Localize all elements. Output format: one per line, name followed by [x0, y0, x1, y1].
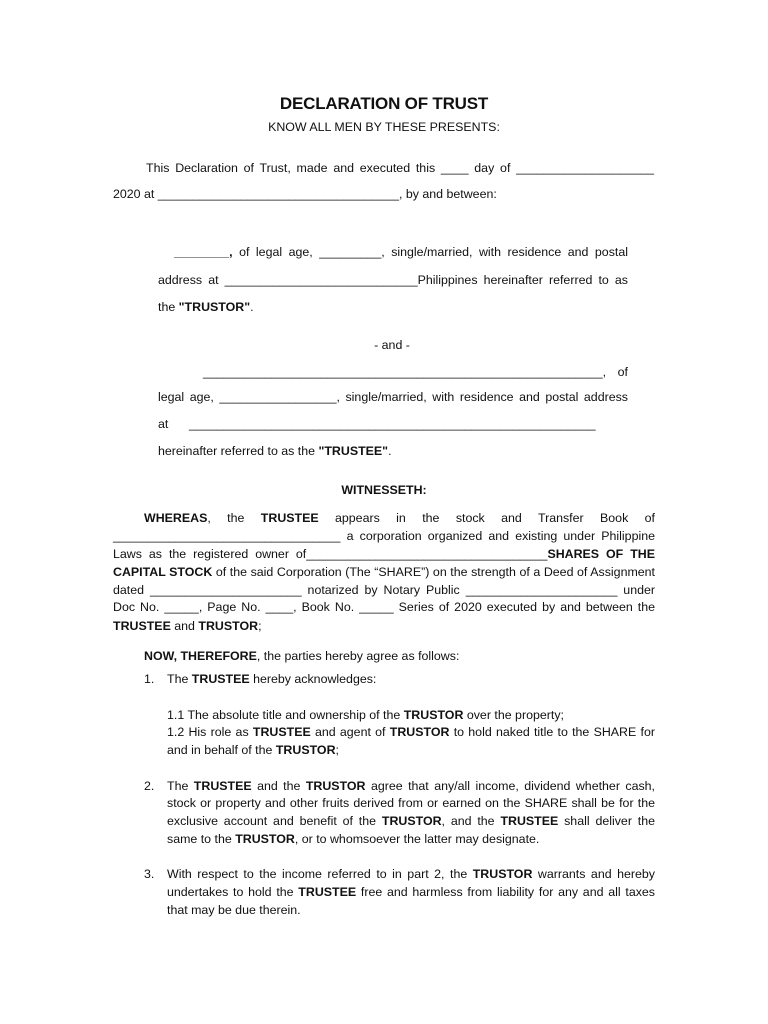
item-2-l1-t2: and the	[251, 779, 306, 793]
whereas-line-3	[113, 546, 655, 562]
whereas-label: WHEREAS	[144, 511, 208, 525]
item-1-2-t2: and agent of	[310, 725, 390, 739]
whereas-line-2: _________________________________ a corporation organized and existing under Philippine	[113, 529, 655, 543]
and-separator: - and -	[374, 338, 410, 352]
trustee-line-1: __________________________________________________________, of	[203, 365, 628, 379]
trustee-line-4	[158, 443, 392, 459]
whereas-capital-stock: CAPITAL STOCK	[113, 565, 213, 579]
item-1-1-post: over the property;	[463, 708, 564, 722]
item-3-l1-t1: With respect to the income referred to in part 2, the	[167, 867, 473, 881]
item-2-l1-trustor: TRUSTOR	[305, 779, 366, 793]
item-1-2-t1: 1.2 His role as	[167, 725, 253, 739]
item-1-1-trustor: TRUSTOR	[403, 708, 464, 722]
item-2-l1-t1: The	[167, 779, 194, 793]
whereas-text-1: , the	[207, 511, 261, 525]
whereas-line-7	[113, 618, 262, 634]
trustor-line-3-pre: the	[158, 300, 179, 314]
now-therefore	[144, 648, 459, 664]
trustee-label: "TRUSTEE"	[318, 444, 389, 458]
trustee-line-4-post: .	[388, 444, 392, 458]
item-3-line-3: that may be due therein.	[167, 903, 301, 917]
item-1-1	[167, 707, 564, 723]
trustee-line-4-pre: hereinafter referred to as the	[158, 444, 319, 458]
item-2-l3-t2: , and the	[441, 814, 501, 828]
item-1-2-l2-post: ;	[335, 743, 339, 757]
intro-line-1: This Declaration of Trust, made and executed this ____ day of ____________________	[146, 161, 654, 175]
witnesseth-heading: WITNESSETH:	[341, 483, 427, 497]
item-1-trustee: TRUSTEE	[191, 672, 250, 686]
now-therefore-label: NOW, THEREFORE	[144, 649, 257, 663]
item-1-2-l2-trustor: TRUSTOR	[275, 743, 336, 757]
whereas-trustee: TRUSTEE	[260, 511, 319, 525]
whereas-text-2: appears in the stock and Transfer Book of	[318, 511, 655, 525]
trustor-line-2: address at ____________________________Philippines hereinafter referred to as	[158, 273, 628, 287]
whereas-line-5: dated ______________________ notarized by Notary Public ______________________ under	[113, 583, 655, 597]
item-2-l3-trustee: TRUSTEE	[500, 814, 559, 828]
item-3-l2-t2: free and harmless from liability for any and all taxes	[356, 885, 655, 899]
item-1-2-trustee: TRUSTEE	[252, 725, 311, 739]
item-2-l4-t2: , or to whomsoever the latter may designate.	[294, 832, 540, 846]
item-1-2-line-1	[167, 724, 655, 740]
intro-line-2: 2020 at ___________________________________, by and between:	[113, 187, 497, 201]
item-2-l4-t1: same to the	[167, 832, 236, 846]
item-3-l2-trustee: TRUSTEE	[298, 885, 357, 899]
document-subtitle: KNOW ALL MEN BY THESE PRESENTS:	[268, 120, 500, 134]
whereas-line-1	[144, 510, 655, 526]
document-title: DECLARATION OF TRUST	[279, 94, 489, 113]
whereas-l7-trustee: TRUSTEE	[113, 619, 171, 633]
item-1-pre: The	[167, 672, 192, 686]
whereas-line-6: Doc No. _____, Page No. ____, Book No. _____ Series of 2020 executed by and between the	[113, 600, 655, 614]
item-2-l3-t3: shall deliver the	[558, 814, 656, 828]
item-2-l4-trustor: TRUSTOR	[235, 832, 295, 846]
item-2-line-4	[167, 831, 539, 847]
trustor-name-blank: ________,	[174, 245, 233, 259]
item-1-1-pre: 1.1 The absolute title and ownership of the	[167, 708, 404, 722]
item-3-line-2	[167, 884, 655, 900]
trustor-line-3	[158, 299, 254, 315]
item-1-2-trustor: TRUSTOR	[389, 725, 450, 739]
item-1-2-l2-text: and in behalf of the	[167, 743, 276, 757]
item-1-number: 1.	[144, 672, 155, 686]
item-2-line-1	[167, 778, 655, 794]
item-2-l3-trustor: TRUSTOR	[381, 814, 442, 828]
item-3-l2-t1: undertakes to hold the	[167, 885, 299, 899]
whereas-shares: SHARES OF THE	[547, 547, 655, 561]
item-2-number: 2.	[144, 779, 155, 793]
trustor-label: "TRUSTOR"	[178, 300, 251, 314]
item-2-l3-t1: exclusive account and benefit of the	[167, 814, 382, 828]
item-3-l1-trustor: TRUSTOR	[472, 867, 533, 881]
item-3-number: 3.	[144, 867, 155, 881]
item-2-l1-trustee: TRUSTEE	[193, 779, 252, 793]
trustee-line-3: at ___________________________________________________________	[158, 417, 596, 431]
whereas-line-4	[113, 564, 655, 580]
item-1-post: hereby acknowledges:	[249, 672, 377, 686]
whereas-l7-and: and	[170, 619, 199, 633]
trustor-line-1	[174, 244, 628, 260]
item-2-line-2: stock or property and other fruits derived from or earned on the SHARE shall be for the	[167, 796, 655, 810]
whereas-line-4-text: of the said Corporation (The “SHARE”) on the strength of a Deed of Assignment	[212, 565, 656, 579]
item-2-l1-t3: agree that any/all income, dividend whether cash,	[365, 779, 655, 793]
trustor-line-1-text: of legal age, _________, single/married, with residence and postal	[232, 245, 628, 259]
whereas-l7-trustor: TRUSTOR	[198, 619, 259, 633]
trustor-line-3-post: .	[250, 300, 254, 314]
item-3-line-1	[167, 866, 655, 882]
trustee-line-2: legal age, _________________, single/married, with residence and postal address	[158, 390, 628, 404]
item-1-text	[167, 671, 376, 687]
item-1-2-line-2	[167, 742, 339, 758]
whereas-l7-end: ;	[258, 619, 262, 633]
now-therefore-text: , the parties hereby agree as follows:	[256, 649, 460, 663]
whereas-line-3-text: Laws as the registered owner of___________________________________	[113, 547, 548, 561]
item-2-line-3	[167, 813, 655, 829]
item-1-2-t3: to hold naked title to the SHARE for	[449, 725, 655, 739]
item-3-l1-t2: warrants and hereby	[532, 867, 655, 881]
